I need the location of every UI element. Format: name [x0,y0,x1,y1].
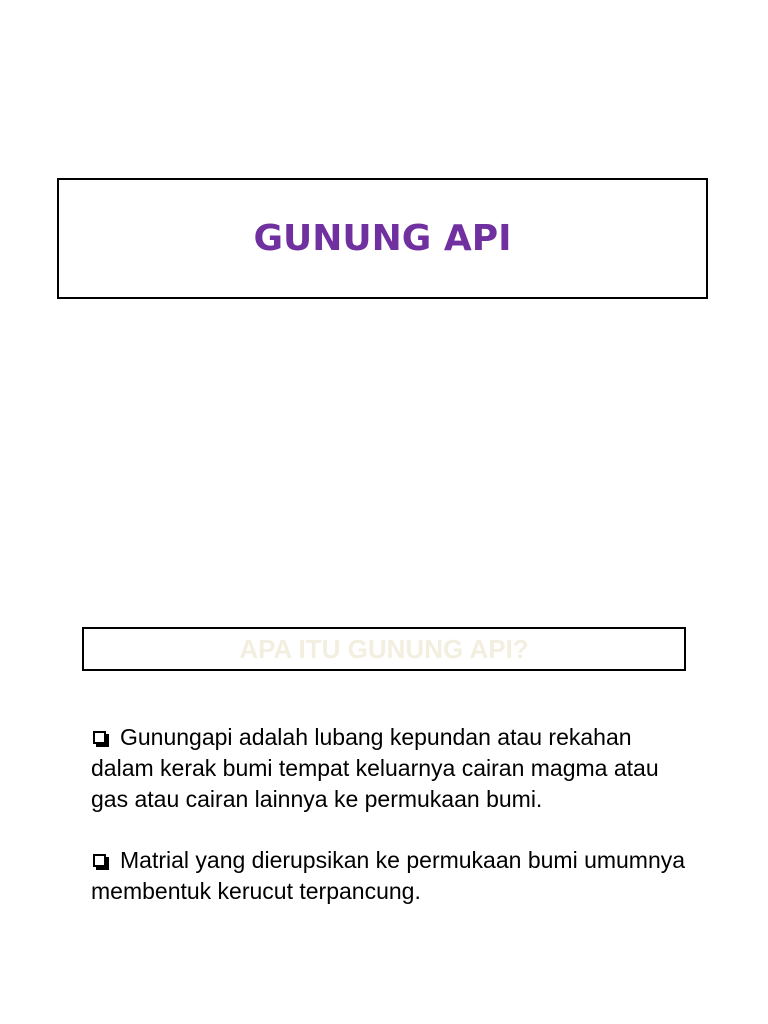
bullet-text: Matrial yang dierupsikan ke permukaan bumi umumnya membentuk kerucut terpancung. [91,847,686,904]
title-box [57,178,708,299]
bullet-item [91,845,691,907]
checkbox-icon [93,854,106,867]
slide-subtitle: APA ITU GUNUNG API? [239,633,529,664]
bullet-list [91,722,691,937]
slide-title: GUNUNG API [253,218,512,259]
bullet-text: Gunungapi adalah lubang kepundan atau rekahan dalam kerak bumi tempat keluarnya cairan magma atau gas atau cairan lainnya ke permukaan bumi. [91,724,659,812]
bullet-item [91,722,691,815]
subtitle-box [82,627,686,671]
checkbox-icon [93,731,106,744]
